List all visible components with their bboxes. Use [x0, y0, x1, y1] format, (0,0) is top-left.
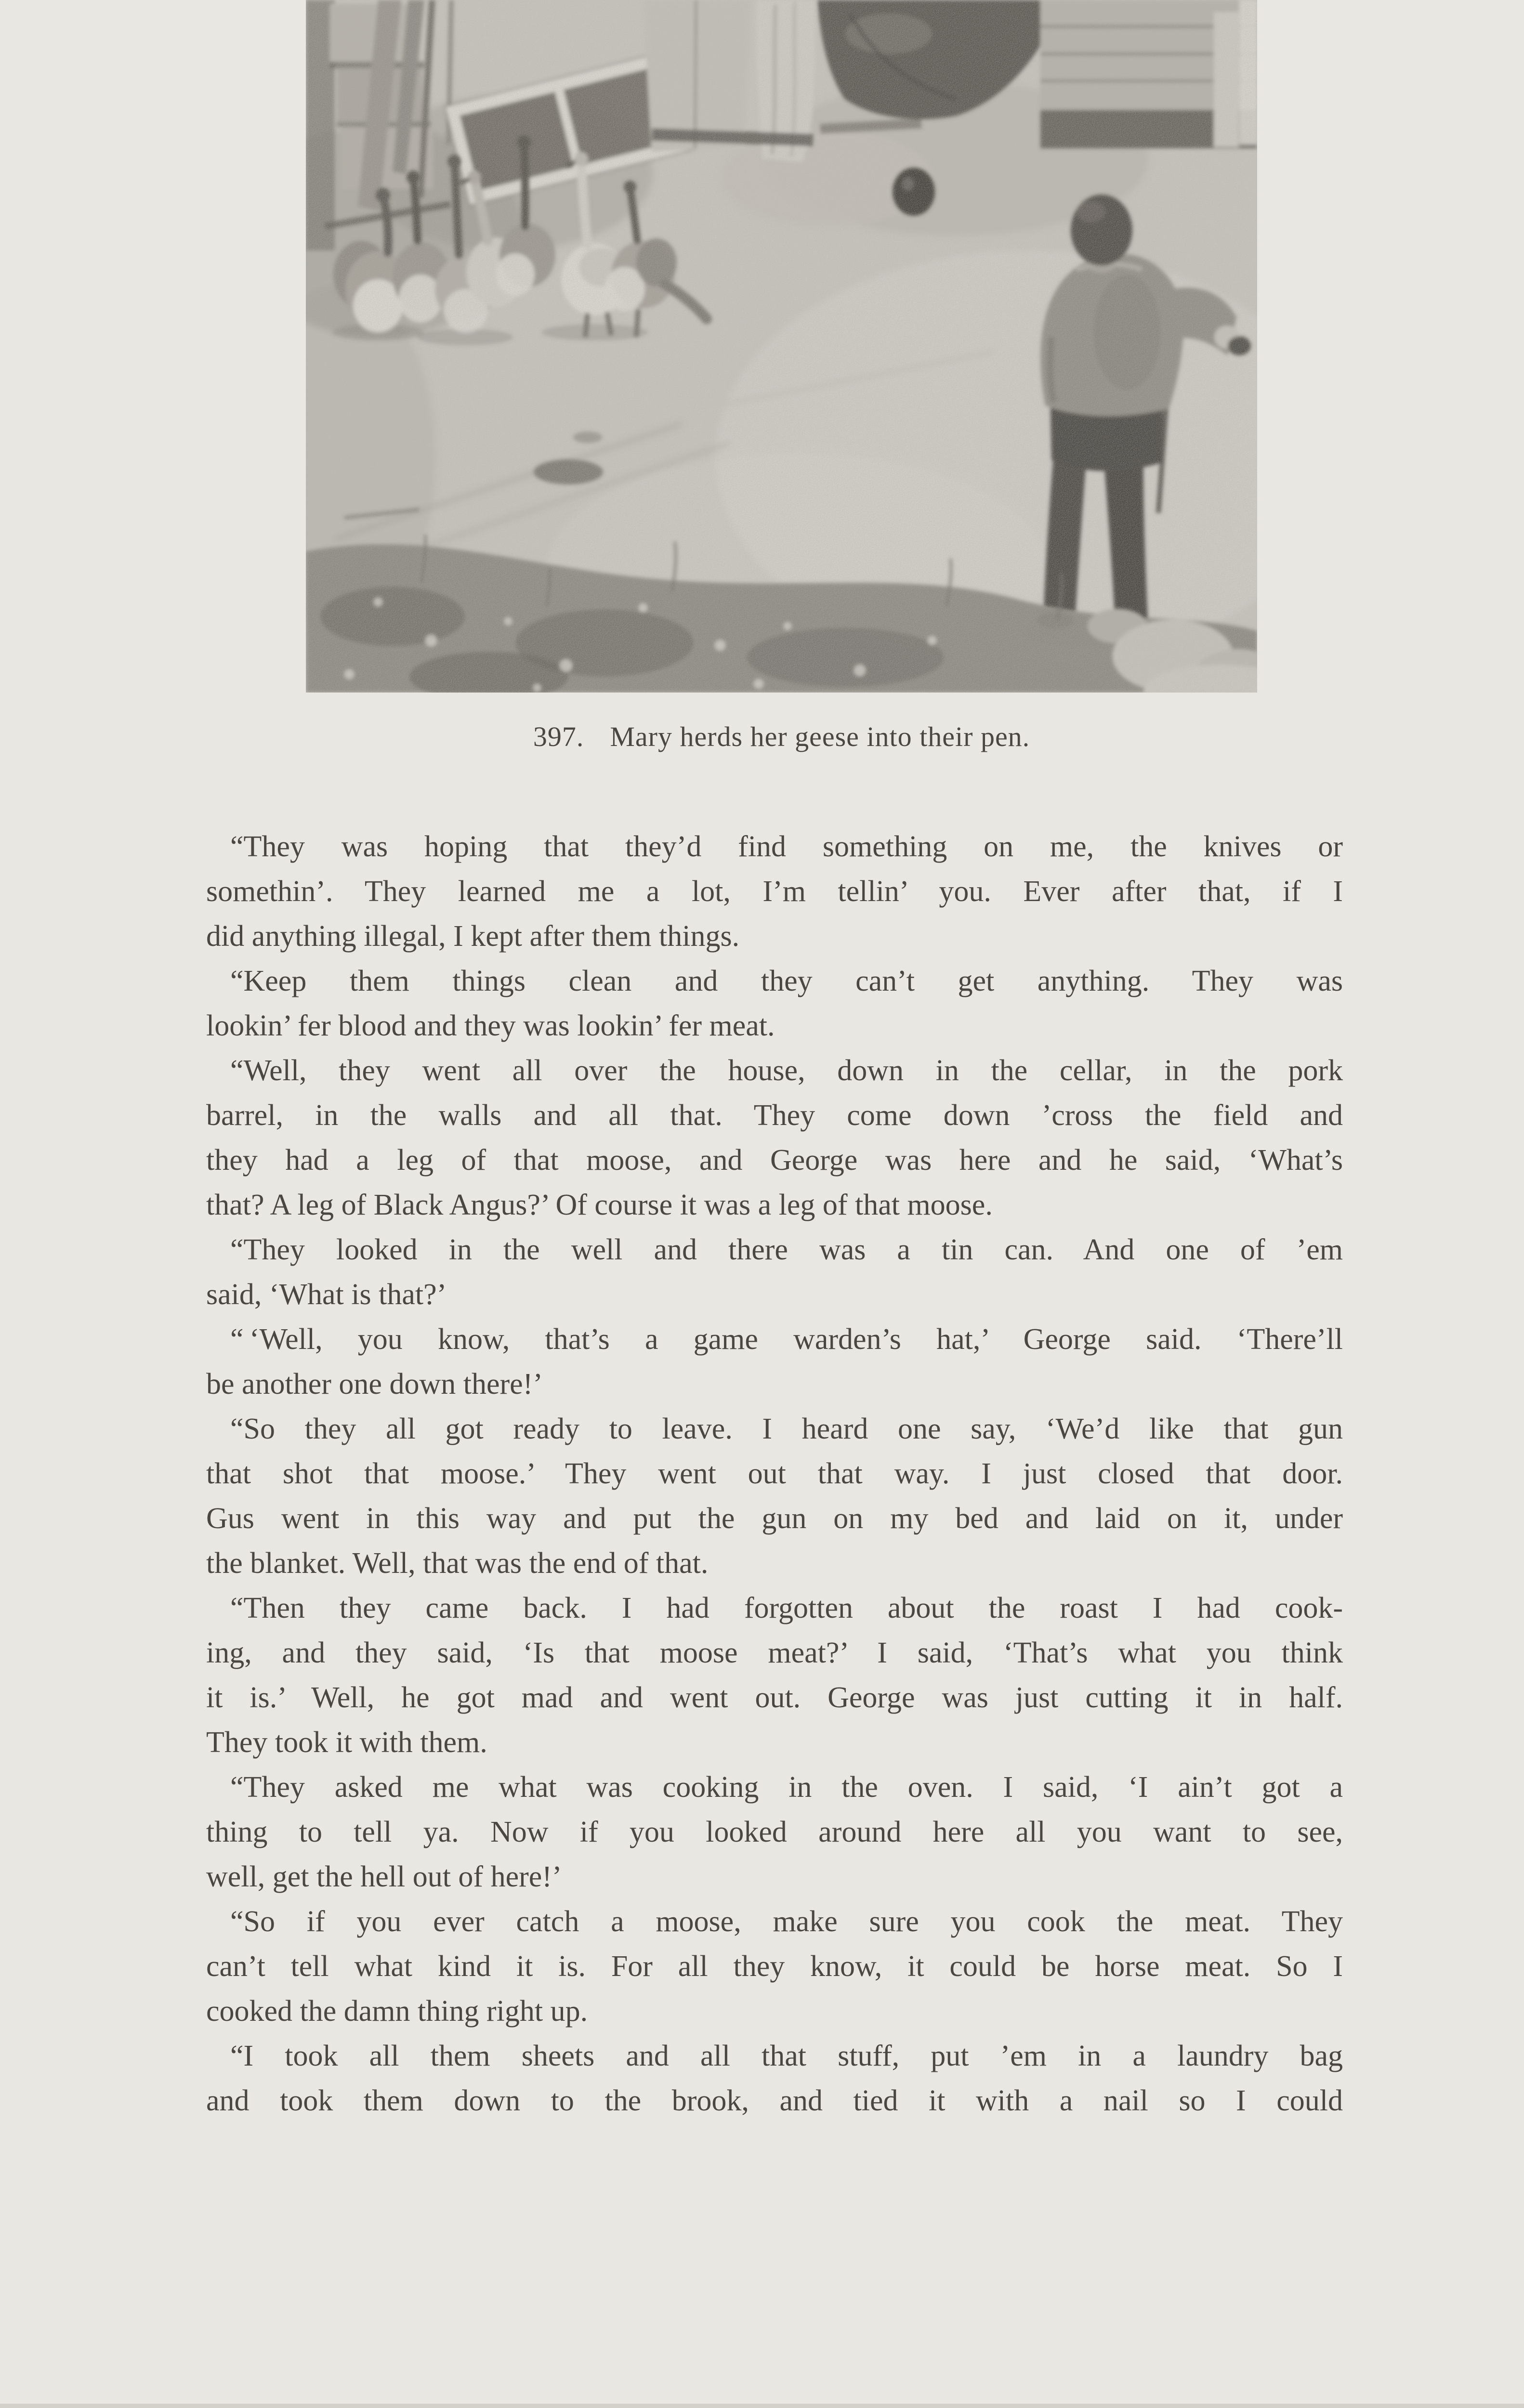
body-text — [206, 824, 1343, 2123]
text-line: cooked the damn thing right up. — [206, 1995, 588, 2028]
text-line: the blanket. Well, that was the end of that. — [206, 1547, 709, 1580]
text-line: that shot that moose.’ They went out that way. I just closed that door. — [206, 1457, 1343, 1490]
text-line: “I took all them sheets and all that stuff, put ’em in a laundry bag — [230, 2040, 1343, 2072]
text-line: they had a leg of that moose, and George was here and he said, ‘What’s — [206, 1144, 1343, 1177]
text-line: can’t tell what kind it is. For all they know, it could be horse meat. So I — [206, 1950, 1343, 1983]
photo-illustration — [306, 0, 1257, 693]
caption-text: Mary herds her geese into their pen. — [610, 721, 1030, 752]
text-line: They took it with them. — [206, 1726, 487, 1759]
text-line: “They asked me what was cooking in the oven. I said, ‘I ain’t got a — [230, 1771, 1343, 1804]
photo-caption — [306, 720, 1257, 753]
text-line: “They looked in the well and there was a tin can. And one of ’em — [230, 1233, 1343, 1266]
text-line: and took them down to the brook, and tied it with a nail so I could — [206, 2084, 1343, 2117]
text-line: be another one down there!’ — [206, 1368, 543, 1400]
text-line: “So if you ever catch a moose, make sure you cook the meat. They — [230, 1905, 1343, 1938]
text-line: thing to tell ya. Now if you looked around here all you want to see, — [206, 1816, 1343, 1848]
text-line: “Keep them things clean and they can’t get anything. They was — [230, 965, 1343, 997]
text-line: “Well, they went all over the house, down in the cellar, in the pork — [230, 1054, 1343, 1087]
text-line: that? A leg of Black Angus?’ Of course it was a leg of that moose. — [206, 1189, 993, 1221]
text-line: lookin’ fer blood and they was lookin’ fer meat. — [206, 1009, 775, 1042]
page-edge — [0, 2404, 1524, 2408]
text-line: “So they all got ready to leave. I heard one say, ‘We’d like that gun — [230, 1413, 1343, 1445]
text-line: “ ‘Well, you know, that’s a game warden’s hat,’ George said. ‘There’ll — [230, 1323, 1343, 1356]
text-line: it is.’ Well, he got mad and went out. George was just cutting it in half. — [206, 1681, 1343, 1714]
text-line: barrel, in the walls and all that. They come down ’cross the field and — [206, 1099, 1343, 1132]
caption-number: 397. — [533, 721, 584, 752]
text-line: ing, and they said, ‘Is that moose meat?’ I said, ‘That’s what you think — [206, 1636, 1343, 1669]
text-line: “They was hoping that they’d find something on me, the knives or — [230, 830, 1343, 863]
text-line: did anything illegal, I kept after them things. — [206, 920, 740, 953]
text-line: Gus went in this way and put the gun on my bed and laid on it, under — [206, 1502, 1343, 1535]
text-line: said, ‘What is that?’ — [206, 1278, 447, 1311]
photo — [306, 0, 1257, 693]
tone-overlay — [306, 0, 1257, 693]
text-line: well, get the hell out of here!’ — [206, 1860, 562, 1893]
text-line: somethin’. They learned me a lot, I’m tellin’ you. Ever after that, if I — [206, 875, 1343, 908]
text-line: “Then they came back. I had forgotten about the roast I had cook- — [230, 1592, 1343, 1624]
